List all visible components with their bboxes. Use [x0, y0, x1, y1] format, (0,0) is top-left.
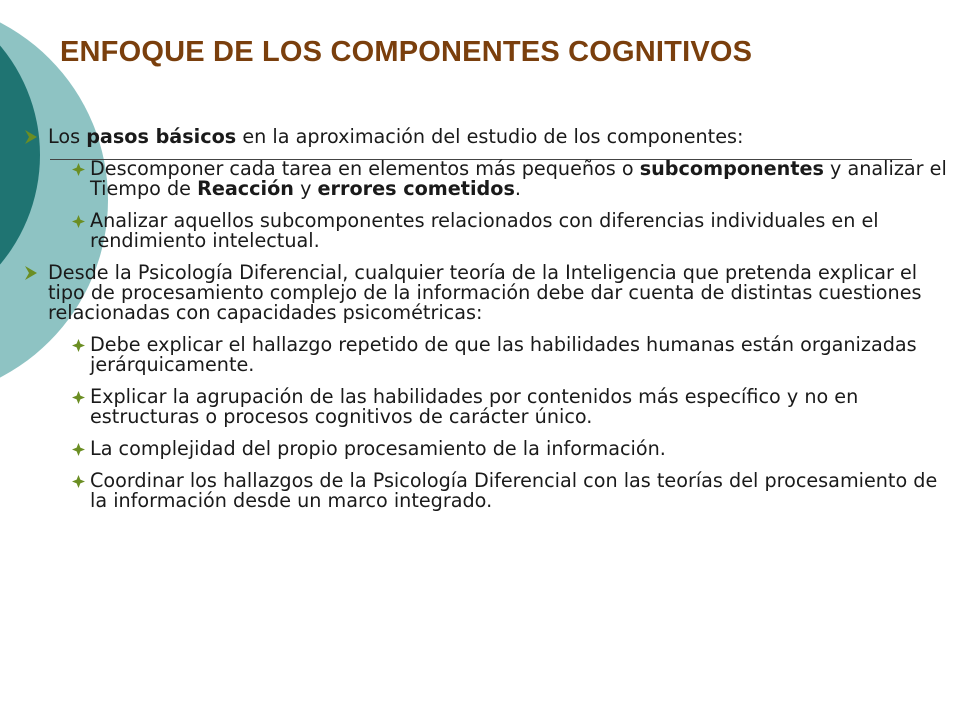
item-text: La complejidad del propio procesamiento de la información. — [90, 437, 666, 460]
text-run: en la aproximación del estudio de los componentes: — [236, 125, 744, 148]
bold-text: pasos básicos — [86, 125, 237, 148]
list-item-level2 — [22, 335, 952, 375]
arrowhead-bullet-icon — [24, 265, 38, 281]
diamond-bullet-icon — [72, 475, 85, 488]
item-text: Explicar la agrupación de las habilidades por contenidos más específico y no en estructuras o procesos cognitivos de carácter único. — [90, 385, 859, 428]
text-run: y analizar el Tiempo de — [90, 157, 947, 200]
text-run: Descomponer cada tarea en elementos más pequeños o — [90, 157, 640, 180]
diamond-bullet-icon — [72, 163, 85, 176]
list-item-level1 — [22, 127, 952, 147]
diamond-bullet-icon — [72, 443, 85, 456]
diamond-bullet-icon — [72, 391, 85, 404]
diamond-bullet-icon — [72, 215, 85, 228]
bold-text: subcomponentes — [639, 157, 824, 180]
diamond-bullet-icon — [72, 339, 85, 352]
item-text: Analizar aquellos subcomponentes relacionados con diferencias individuales en el rendimiento intelectual. — [90, 209, 879, 252]
text-run: . — [514, 177, 521, 200]
bold-text: errores cometidos — [317, 177, 515, 200]
text-run: Los — [48, 125, 87, 148]
list-item-level1 — [22, 263, 952, 323]
item-text: Desde la Psicología Diferencial, cualquier teoría de la Inteligencia que pretenda explicar el tipo de procesamiento complejo de la información debe dar cuenta de distintas cuestiones relacionadas con capacidades psicométricas: — [48, 261, 922, 324]
list-item-level2 — [22, 159, 952, 199]
item-text: Coordinar los hallazgos de la Psicología Diferencial con las teorías del procesamiento de la información desde un marco integrado. — [90, 469, 938, 512]
slide-title: ENFOQUE DE LOS COMPONENTES COGNITIVOS — [60, 36, 753, 68]
list-item-level2 — [22, 471, 952, 511]
arrowhead-bullet-icon — [24, 129, 38, 145]
bold-text: Reacción — [197, 177, 294, 200]
list-item-level2 — [22, 439, 952, 459]
text-run: y — [293, 177, 318, 200]
slide-body — [22, 127, 952, 523]
list-item-level2 — [22, 211, 952, 251]
item-text: Debe explicar el hallazgo repetido de que las habilidades humanas están organizadas jerárquicamente. — [90, 333, 917, 376]
list-item-level2 — [22, 387, 952, 427]
